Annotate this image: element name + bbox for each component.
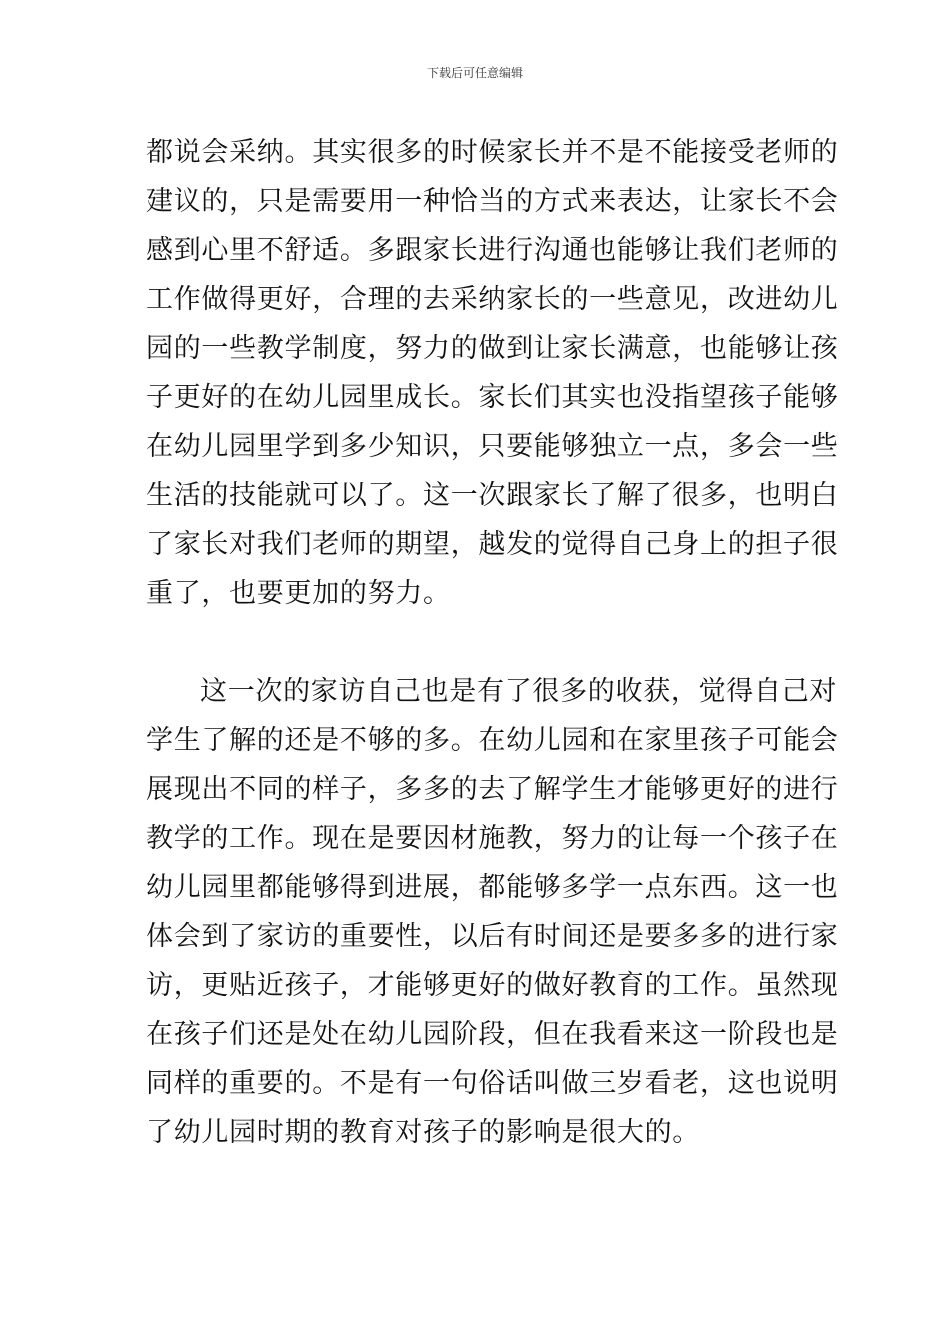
text-line: 同样的重要的。不是有一句俗话叫做三岁看老，这也说明 <box>146 1068 839 1099</box>
text-line: 展现出不同的样子，多多的去了解学生才能够更好的进行 <box>146 774 839 805</box>
text-line: 学生了解的还是不够的多。在幼儿园和在家里孩子可能会 <box>146 725 839 756</box>
text-line: 教学的工作。现在是要因材施教，努力的让每一个孩子在 <box>146 823 839 854</box>
paragraph-2 <box>146 667 839 1157</box>
document-body <box>146 128 839 1157</box>
text-line: 感到心里不舒适。多跟家长进行沟通也能够让我们老师的 <box>146 235 839 266</box>
text-line: 在孩子们还是处在幼儿园阶段，但在我看来这一阶段也是 <box>146 1019 839 1050</box>
text-line: 都说会采纳。其实很多的时候家长并不是不能接受老师的 <box>146 137 839 168</box>
text-line: 生活的技能就可以了。这一次跟家长了解了很多，也明白 <box>146 480 839 511</box>
text-line: 园的一些教学制度，努力的做到让家长满意，也能够让孩 <box>146 333 839 364</box>
paragraph-spacer <box>146 618 806 667</box>
text-line: 子更好的在幼儿园里成长。家长们其实也没指望孩子能够 <box>146 382 839 413</box>
text-line: 这一次的家访自己也是有了很多的收获，觉得自己对 <box>200 676 838 707</box>
text-line: 建议的，只是需要用一种恰当的方式来表达，让家长不会 <box>146 186 839 217</box>
text-line: 在幼儿园里学到多少知识，只要能够独立一点，多会一些 <box>146 431 839 462</box>
paragraph-1 <box>146 128 839 618</box>
text-line: 访，更贴近孩子，才能够更好的做好教育的工作。虽然现 <box>146 970 839 1001</box>
text-line: 了家长对我们老师的期望，越发的觉得自己身上的担子很 <box>146 529 839 560</box>
text-line: 幼儿园里都能够得到进展，都能够多学一点东西。这一也 <box>146 872 839 903</box>
text-line: 了幼儿园时期的教育对孩子的影响是很大的。 <box>146 1117 700 1148</box>
text-line: 重了，也要更加的努力。 <box>146 578 451 609</box>
text-line: 体会到了家访的重要性，以后有时间还是要多多的进行家 <box>146 921 839 952</box>
text-line: 工作做得更好，合理的去采纳家长的一些意见，改进幼儿 <box>146 284 839 315</box>
page-header-note: 下载后可任意编辑 <box>426 66 523 80</box>
